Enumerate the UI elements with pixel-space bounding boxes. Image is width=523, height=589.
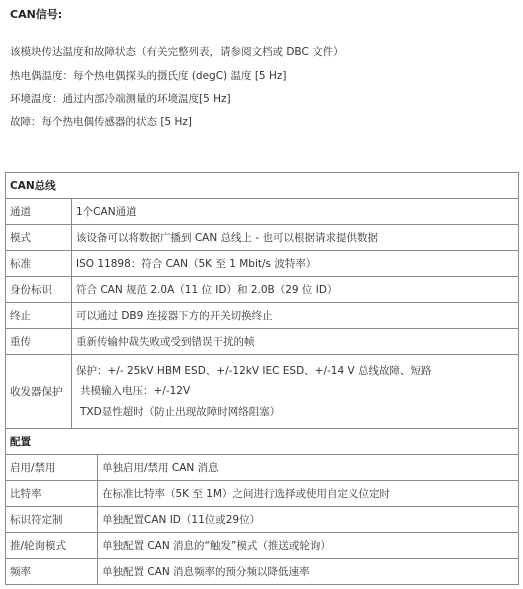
row-value-retransmission: 重新传输仲裁失败或受到错误干扰的帧 [72,329,519,355]
transceiver-line-txd-timeout: TXD显性超时（防止出现故障时网络阻塞） [80,405,281,418]
row-label-bitrate: 比特率 [6,481,98,507]
row-label-push-poll: 推/轮询模式 [6,533,98,559]
config-table [5,428,519,585]
row-label-mode: 模式 [6,225,72,251]
row-label-frequency: 频率 [6,559,98,585]
table-row [6,355,519,429]
row-value-identifier: 符合 CAN 规范 2.0A（11 位 ID）和 2.0B（29 位 ID） [72,277,519,303]
row-value-termination: 可以通过 DB9 连接器下方的开关切换终止 [72,303,519,329]
intro-line-ambient-temp: 环境温度：通过内部冷端测量的环境温度[5 Hz] [10,93,231,105]
row-value-enable-disable: 单独启用/禁用 CAN 消息 [98,455,519,481]
row-value-bitrate: 在标准比特率（5K 至 1M）之间进行选择或使用自定义位定时 [98,481,519,507]
transceiver-line-common-mode: 共模输入电压：+/-12V [80,385,191,398]
can-bus-table [5,172,519,429]
row-value-push-poll: 单独配置 CAN 消息的“触发”模式（推送或轮询） [98,533,519,559]
row-label-identifier-custom: 标识符定制 [6,507,98,533]
can-signal-heading: CAN信号: [10,8,63,21]
row-value-standard: ISO 11898：符合 CAN（5K 至 1 Mbit/s 波特率） [72,251,519,277]
row-value-identifier-custom: 单独配置CAN ID（11位或29位） [98,507,519,533]
row-value-frequency: 单独配置 CAN 消息频率的预分频以降低速率 [98,559,519,585]
row-value-channel: 1个CAN通道 [72,199,519,225]
config-section-title: 配置 [6,429,519,455]
table-row [6,481,519,507]
table-row [6,507,519,533]
intro-line-overview: 该模块传达温度和故障状态（有关完整列表，请参阅文档或 DBC 文件） [10,46,344,58]
row-label-channel: 通道 [6,199,72,225]
row-label-retransmission: 重传 [6,329,72,355]
table-row [6,455,519,481]
transceiver-line-protection: 保护：+/- 25kV HBM ESD、+/-12kV IEC ESD、+/-14 V 总线故障、短路 [76,364,432,377]
row-label-transceiver: 收发器保护 [6,355,72,429]
row-label-enable-disable: 启用/禁用 [6,455,98,481]
intro-line-fault: 故障：每个热电偶传感器的状态 [5 Hz] [10,116,192,128]
row-label-termination: 终止 [6,303,72,329]
table-row [6,329,519,355]
can-bus-section-title: CAN总线 [6,173,519,199]
row-value-transceiver [72,355,519,429]
table-row [6,559,519,585]
row-label-identifier: 身份标识 [6,277,72,303]
table-row [6,251,519,277]
table-row [6,199,519,225]
intro-line-thermocouple-temp: 热电偶温度：每个热电偶探头的摄氏度 (degC) 温度 [5 Hz] [10,70,287,82]
row-value-mode: 该设备可以将数据广播到 CAN 总线上 - 也可以根据请求提供数据 [72,225,519,251]
config-section-row [6,429,519,455]
table-row [6,533,519,559]
table-row [6,303,519,329]
table-row [6,225,519,251]
row-label-standard: 标准 [6,251,72,277]
can-bus-section-row [6,173,519,199]
table-row [6,277,519,303]
